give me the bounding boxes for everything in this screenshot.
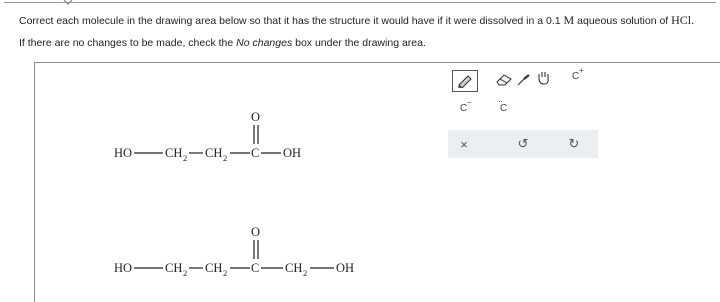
atom-o[interactable]: O — [251, 110, 261, 124]
lone-pair-label: C — [500, 103, 508, 114]
clear-button[interactable] — [454, 134, 474, 154]
bond-icon — [516, 73, 532, 87]
pencil-tool[interactable] — [452, 70, 478, 92]
hand-icon — [535, 69, 553, 87]
instruction-line-2 — [19, 37, 426, 50]
action-bar — [448, 130, 598, 158]
atom-c[interactable]: C — [251, 146, 260, 160]
eraser-icon — [494, 73, 514, 87]
instruction-line-1 — [19, 14, 694, 28]
redo-icon: ↻ — [568, 136, 580, 151]
atom-subscript: 2 — [223, 268, 228, 278]
atom-oh[interactable]: OH — [283, 146, 302, 160]
collapse-chevron-icon[interactable] — [63, 0, 73, 6]
anion-label: C — [460, 103, 468, 114]
top-divider — [4, 2, 716, 3]
atom-ch2[interactable]: CH — [165, 146, 183, 160]
atom-subscript: 2 — [223, 153, 228, 163]
lone-pair-dots: ·· — [498, 96, 502, 106]
instruction-text: Correct each molecule in the drawing area below so that it has the structure it would have if it were dissolved in a 0.1 — [19, 15, 561, 27]
atom-subscript: 2 — [183, 153, 188, 163]
molarity-unit: M — [563, 13, 575, 27]
hand-tool[interactable] — [532, 68, 556, 88]
instruction-post: box under the drawing area. — [295, 37, 426, 49]
molecule-1[interactable] — [114, 110, 301, 163]
atom-o[interactable]: O — [251, 225, 261, 239]
anion-tool[interactable] — [452, 98, 476, 118]
lone-pair-tool[interactable] — [492, 98, 516, 118]
pencil-icon — [456, 74, 474, 88]
molecule-2[interactable] — [114, 225, 354, 278]
atom-ch2[interactable]: CH — [205, 146, 223, 160]
cation-tool[interactable] — [570, 66, 594, 86]
atom-ch2[interactable]: CH — [285, 261, 303, 275]
atom-c[interactable]: C — [251, 261, 260, 275]
atom-oh[interactable]: OH — [336, 261, 355, 275]
instruction-tail: aqueous solution of — [577, 15, 669, 27]
close-icon: × — [460, 136, 468, 152]
atom-ch2[interactable]: CH — [205, 261, 223, 275]
cation-label: C — [572, 71, 580, 82]
atom-subscript: 2 — [303, 268, 308, 278]
redo-button[interactable] — [564, 134, 584, 154]
undo-button[interactable] — [513, 134, 533, 154]
anion-superscript: − — [467, 98, 472, 107]
no-changes-emphasis: No changes — [236, 37, 293, 49]
atom-ho[interactable]: HO — [114, 146, 133, 160]
drawing-area[interactable] — [34, 62, 720, 302]
cation-superscript: + — [579, 66, 584, 75]
acid-formula: HCl. — [671, 13, 695, 27]
undo-icon: ↺ — [517, 136, 529, 151]
molecule-canvas[interactable] — [35, 63, 449, 302]
instruction-pre: If there are no changes to be made, check the — [19, 37, 234, 49]
atom-ho[interactable]: HO — [114, 261, 133, 275]
atom-ch2[interactable]: CH — [165, 261, 183, 275]
atom-subscript: 2 — [183, 268, 188, 278]
